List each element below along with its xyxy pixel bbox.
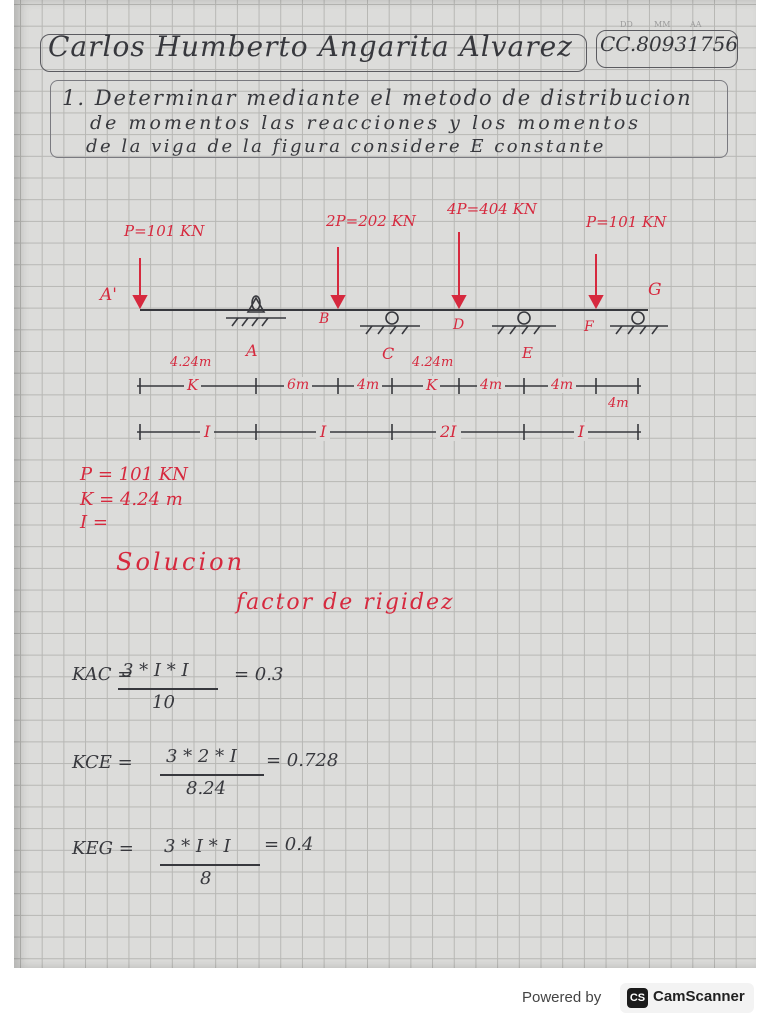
problem-line-1: 1. Determinar mediante el metodo de distribucion [62, 86, 693, 110]
formula-2-denominator: 8.24 [186, 778, 227, 799]
problem-line-2: de momentos las reacciones y los momentos [90, 112, 642, 134]
dim-label-2: 6m [284, 377, 312, 393]
formula-2-result: = 0.728 [266, 750, 339, 771]
roller-support-g [610, 312, 668, 334]
point-label-a: A [246, 341, 258, 360]
inertia-label-3: 2I [436, 422, 461, 441]
camscanner-brand: CamScanner [653, 988, 745, 1005]
problem-line-3: de la viga de la figura considere E constante [86, 136, 606, 157]
formula-2-bar [160, 774, 264, 776]
date-stamp-dd: DD [620, 20, 633, 29]
roller-support-c [360, 312, 420, 334]
formula-3-result: = 0.4 [264, 834, 314, 855]
load-label-4: P=101 KN [586, 213, 667, 231]
dim-label-7: 4m [608, 396, 629, 411]
given-p: P = 101 KN [80, 464, 188, 485]
roller-support-e [492, 312, 556, 334]
inertia-label-1: I [200, 422, 214, 441]
given-k: K = 4.24 m [80, 489, 183, 510]
formula-2-lhs: KCE = [72, 752, 133, 773]
span-mark-1: 4.24m [170, 355, 212, 370]
point-label-c: C [382, 344, 395, 363]
camscanner-logo-icon: CS [627, 988, 648, 1008]
dim-label-5: 4m [477, 377, 505, 393]
formula-2-numerator: 3 * 2 * I [166, 746, 237, 767]
point-label-d: D [453, 317, 465, 333]
formula-3-bar [160, 864, 260, 866]
load-label-3: 4P=404 KN [447, 200, 537, 218]
formula-1-result: = 0.3 [234, 664, 284, 685]
formula-1-denominator: 10 [152, 692, 175, 713]
dim-label-1: K [184, 376, 201, 394]
given-i: I = [80, 512, 108, 533]
formula-3-denominator: 8 [200, 868, 212, 889]
dim-label-4: K [423, 376, 440, 394]
formula-3-lhs: KEG = [72, 838, 134, 859]
point-label-g: G [648, 280, 662, 300]
date-stamp-mm: MM [654, 20, 671, 29]
formula-1-lhs: KAC = [72, 664, 133, 685]
formula-1-bar [118, 688, 218, 690]
solution-subtitle: factor de rigidez [236, 590, 455, 615]
student-name: Carlos Humberto Angarita Alvarez [48, 30, 573, 63]
dim-label-6: 4m [548, 377, 576, 393]
load-label-2: 2P=202 KN [326, 212, 416, 230]
inertia-label-4: I [574, 422, 588, 441]
load-arrows [134, 232, 602, 307]
formula-1-numerator: 3 * I * I [122, 660, 189, 681]
point-label-b: B [319, 311, 330, 327]
formula-3-numerator: 3 * I * I [164, 836, 231, 857]
student-id: CC.80931756 [600, 32, 739, 56]
powered-by-text: Powered by [522, 989, 602, 1006]
solution-title: Solucion [116, 548, 246, 576]
span-mark-2: 4.24m [412, 355, 454, 370]
inertia-label-2: I [316, 422, 330, 441]
date-stamp-aa: AA [690, 20, 702, 29]
dim-label-3: 4m [354, 377, 382, 393]
point-label-a-prime: A' [100, 285, 117, 305]
point-label-e: E [522, 344, 533, 362]
load-label-1: P=101 KN [124, 222, 205, 240]
point-label-f: F [584, 319, 594, 335]
